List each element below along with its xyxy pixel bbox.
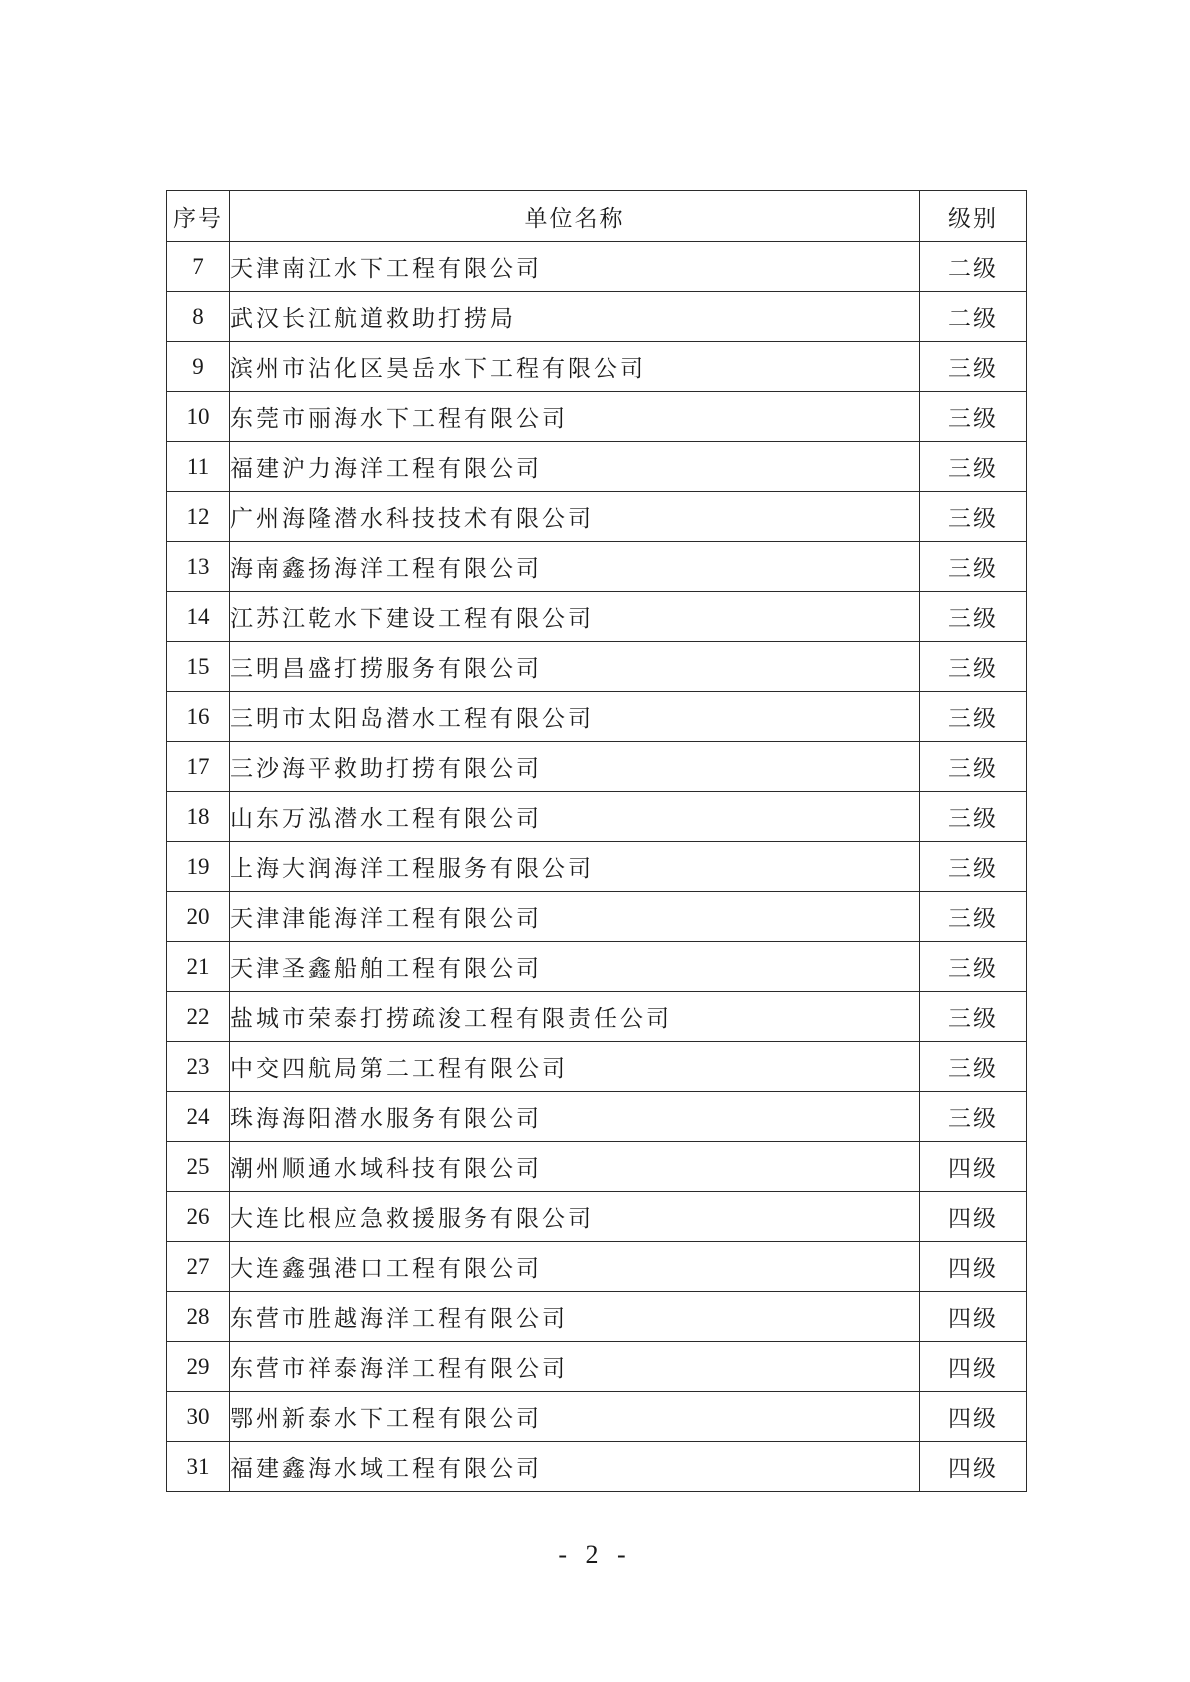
unit-level: 三级: [920, 592, 1027, 642]
unit-name: 福建沪力海洋工程有限公司: [230, 442, 920, 492]
row-number: 22: [167, 992, 230, 1042]
unit-name: 天津圣鑫船舶工程有限公司: [230, 942, 920, 992]
table-row: [167, 592, 1027, 642]
table-row: [167, 1342, 1027, 1392]
row-number: 30: [167, 1392, 230, 1442]
unit-name: 福建鑫海水域工程有限公司: [230, 1442, 920, 1492]
page-number: - 2 -: [558, 1540, 632, 1569]
table-row: [167, 542, 1027, 592]
unit-name: 上海大润海洋工程服务有限公司: [230, 842, 920, 892]
unit-level: 三级: [920, 392, 1027, 442]
unit-name: 东营市胜越海洋工程有限公司: [230, 1292, 920, 1342]
row-number: 31: [167, 1442, 230, 1492]
row-number: 11: [167, 442, 230, 492]
unit-level: 三级: [920, 442, 1027, 492]
table-row: [167, 1292, 1027, 1342]
unit-name: 三明昌盛打捞服务有限公司: [230, 642, 920, 692]
table-header-row: [167, 191, 1027, 242]
unit-name: 大连鑫强港口工程有限公司: [230, 1242, 920, 1292]
row-number: 7: [167, 242, 230, 292]
unit-level: 三级: [920, 1092, 1027, 1142]
row-number: 19: [167, 842, 230, 892]
table-row: [167, 492, 1027, 542]
unit-level: 三级: [920, 542, 1027, 592]
unit-table: [166, 190, 1027, 1492]
header-level: 级别: [920, 191, 1027, 242]
table-row: [167, 692, 1027, 742]
table-row: [167, 1192, 1027, 1242]
unit-level: 二级: [920, 242, 1027, 292]
table-row: [167, 942, 1027, 992]
table-row: [167, 242, 1027, 292]
unit-level: 三级: [920, 692, 1027, 742]
row-number: 16: [167, 692, 230, 742]
unit-name: 广州海隆潜水科技技术有限公司: [230, 492, 920, 542]
unit-name: 鄂州新泰水下工程有限公司: [230, 1392, 920, 1442]
unit-name: 大连比根应急救援服务有限公司: [230, 1192, 920, 1242]
unit-name: 盐城市荣泰打捞疏浚工程有限责任公司: [230, 992, 920, 1042]
unit-name: 江苏江乾水下建设工程有限公司: [230, 592, 920, 642]
unit-name: 三沙海平救助打捞有限公司: [230, 742, 920, 792]
row-number: 24: [167, 1092, 230, 1142]
table-row: [167, 1142, 1027, 1192]
table-body: [167, 242, 1027, 1492]
row-number: 25: [167, 1142, 230, 1192]
table-row: [167, 842, 1027, 892]
unit-level: 三级: [920, 842, 1027, 892]
table-row: [167, 1042, 1027, 1092]
row-number: 23: [167, 1042, 230, 1092]
unit-level: 四级: [920, 1392, 1027, 1442]
table-row: [167, 642, 1027, 692]
header-name: 单位名称: [230, 191, 920, 242]
table-row: [167, 1242, 1027, 1292]
row-number: 15: [167, 642, 230, 692]
table-row: [167, 442, 1027, 492]
table-row: [167, 892, 1027, 942]
unit-name: 滨州市沾化区昊岳水下工程有限公司: [230, 342, 920, 392]
unit-name: 天津南江水下工程有限公司: [230, 242, 920, 292]
unit-level: 三级: [920, 642, 1027, 692]
row-number: 29: [167, 1342, 230, 1392]
unit-name: 天津津能海洋工程有限公司: [230, 892, 920, 942]
unit-name: 东营市祥泰海洋工程有限公司: [230, 1342, 920, 1392]
unit-level: 三级: [920, 892, 1027, 942]
unit-level: 三级: [920, 492, 1027, 542]
table-row: [167, 1092, 1027, 1142]
row-number: 27: [167, 1242, 230, 1292]
unit-name: 东莞市丽海水下工程有限公司: [230, 392, 920, 442]
unit-name: 三明市太阳岛潜水工程有限公司: [230, 692, 920, 742]
unit-level: 四级: [920, 1242, 1027, 1292]
unit-level: 四级: [920, 1142, 1027, 1192]
table-row: [167, 292, 1027, 342]
row-number: 10: [167, 392, 230, 442]
unit-level: 四级: [920, 1192, 1027, 1242]
unit-name: 中交四航局第二工程有限公司: [230, 1042, 920, 1092]
row-number: 13: [167, 542, 230, 592]
unit-name: 海南鑫扬海洋工程有限公司: [230, 542, 920, 592]
unit-name: 潮州顺通水域科技有限公司: [230, 1142, 920, 1192]
table-row: [167, 792, 1027, 842]
table-row: [167, 1442, 1027, 1492]
unit-level: 二级: [920, 292, 1027, 342]
row-number: 18: [167, 792, 230, 842]
unit-level: 三级: [920, 992, 1027, 1042]
table-row: [167, 742, 1027, 792]
row-number: 26: [167, 1192, 230, 1242]
header-number: 序号: [167, 191, 230, 242]
unit-level: 三级: [920, 1042, 1027, 1092]
unit-level: 三级: [920, 742, 1027, 792]
table-row: [167, 392, 1027, 442]
unit-name: 山东万泓潜水工程有限公司: [230, 792, 920, 842]
table-row: [167, 992, 1027, 1042]
row-number: 8: [167, 292, 230, 342]
row-number: 28: [167, 1292, 230, 1342]
unit-level: 三级: [920, 342, 1027, 392]
unit-name: 珠海海阳潜水服务有限公司: [230, 1092, 920, 1142]
unit-level: 四级: [920, 1442, 1027, 1492]
unit-name: 武汉长江航道救助打捞局: [230, 292, 920, 342]
row-number: 12: [167, 492, 230, 542]
unit-level: 三级: [920, 942, 1027, 992]
unit-level: 四级: [920, 1292, 1027, 1342]
table-row: [167, 1392, 1027, 1442]
table-row: [167, 342, 1027, 392]
row-number: 14: [167, 592, 230, 642]
row-number: 17: [167, 742, 230, 792]
row-number: 20: [167, 892, 230, 942]
row-number: 9: [167, 342, 230, 392]
unit-level: 三级: [920, 792, 1027, 842]
unit-level: 四级: [920, 1342, 1027, 1392]
row-number: 21: [167, 942, 230, 992]
